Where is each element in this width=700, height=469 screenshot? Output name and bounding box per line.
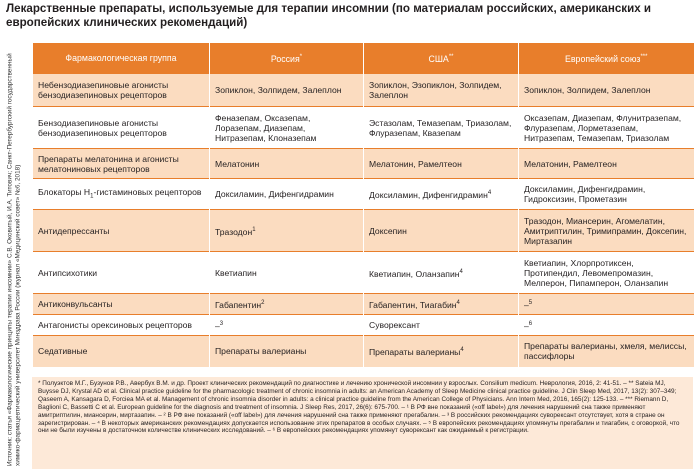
table-row — [33, 74, 694, 107]
table-header-row — [33, 43, 694, 74]
cell-usa: Доксепин — [364, 210, 519, 252]
header-group: Фармакологическая группа — [33, 43, 210, 74]
cell-group: Небензодиазепиновые агонисты бензодиазепиновых рецепторов — [33, 74, 210, 107]
cell-russia: Габапентин$^2$ — [210, 294, 364, 315]
source-sidebar — [0, 42, 28, 466]
cell-group: Антидепрессанты — [33, 210, 210, 252]
table-row — [33, 294, 694, 315]
drug-table — [32, 43, 694, 367]
cell-eu: Доксиламин, Дифенгидрамин, Гидроксизин, Прометазин — [519, 179, 694, 210]
cell-usa: Эстазолам, Темазепам, Триазолам, Флуразепам, Квазепам — [364, 107, 519, 149]
cell-russia: Кветиапин — [210, 252, 364, 294]
cell-usa: Мелатонин, Рамелтеон — [364, 149, 519, 179]
page-title: Лекарственные препараты, используемые для терапии инсомнии (по материалам российских, американских и европейских клинических рекомендаций) — [6, 2, 652, 29]
cell-eu: Кветиапин, Хлорпротиксен, Протипендил, Левомепромазин, Мелперон, Пипамперон, Оланзапин — [519, 252, 694, 294]
cell-group: Антиконвульсанты — [33, 294, 210, 315]
cell-russia: Тразодон$^1$ — [210, 210, 364, 252]
cell-group: Антагонисты орексиновых рецепторов — [33, 315, 210, 336]
cell-russia: Препараты валерианы — [210, 336, 364, 367]
cell-eu: Зопиклон, Золпидем, Залеплон — [519, 74, 694, 107]
cell-usa: Препараты валерианы$^4$ — [364, 336, 519, 367]
cell-usa: Доксиламин, Дифенгидрамин$^4$ — [364, 179, 519, 210]
cell-eu: –$^5$ — [519, 294, 694, 315]
table-row — [33, 252, 694, 294]
header-russia: Россия* — [210, 43, 364, 74]
cell-group: Антипсихотики — [33, 252, 210, 294]
cell-usa: Габапентин, Тиагабин$^4$ — [364, 294, 519, 315]
cell-russia: Мелатонин — [210, 149, 364, 179]
cell-eu: Препараты валерианы, хмеля, мелиссы, пассифлоры — [519, 336, 694, 367]
table-row — [33, 179, 694, 210]
cell-group: Седативные — [33, 336, 210, 367]
table-row — [33, 315, 694, 336]
cell-russia: –$^3$ — [210, 315, 364, 336]
table-row — [33, 107, 694, 149]
cell-group: Блокаторы $Н_1$-гистаминовых рецепторов — [33, 179, 210, 210]
table-row — [33, 149, 694, 179]
cell-eu: –$^6$ — [519, 315, 694, 336]
header-usa: США** — [364, 43, 519, 74]
cell-eu: Тразодон, Миансерин, Агомелатин, Амитриптилин, Тримипрамин, Доксепин, Миртазапин — [519, 210, 694, 252]
cell-group: Бензодиазепиновые агонисты бензодиазепиновых рецепторов — [33, 107, 210, 149]
cell-eu: Оксазепам, Диазепам, Флунитразепам, Флуразепам, Лорметазепам, Нитразепам, Темазепам, Триазолам — [519, 107, 694, 149]
footnotes: * Полуэктов М.Г., Бузунов Р.В., Авербух В.М. и др. Проект клинических рекомендаций по диагностике и лечению хронической инсомнии у взрослых. Consilium medicum. Неврология, 2016, 2: 41-51. – ** Sateia MJ, Buysse DJ, Krystal AD et al. Clinical practice guideline for the pharmacologic treatment of chronic insomnia in adults: an American Academy of Sleep Medicine clinical practice guideline. J Clin Sleep Med, 2017, 13(2): 307–349; Qaseem A, Kansagara D, Forciea MA et al. Management of chronic insomnia disorder in adults: a clinical practice guideline from the American College of Physicians. Ann Intern Med, 2016, 165(2): 125-133. – *** Riemann D, Baglioni C, Bassetti C et al. European guideline for the diagnosis and treatment of insomnia. J Sleep Res, 2017, 26(6): 675-700. – ¹ В РФ вне показаний («off label») для лечения нарушений сна также применяют амитриптилин, миансерин, миртазапин. – ² В РФ вне показаний («off label») для лечения нарушений сна также применяют прегабалин. – ³ В российских рекомендациях суворексант отсутствует, хотя в стране он зарегистрирован. – ⁴ В некоторых американских рекомендациях допускается использование этих препаратов в особых случаях. – ⁵ В европейских рекомендациях упомянуты прегабалин и тиагабин, с оговоркой, что они не были изучены в достаточном количестве клинических исследований. – ⁶ В европейских рекомендациях упомянут суворексант как ожидаемый к регистрации. — [32, 377, 693, 469]
header-eu: Европейский союз*** — [519, 43, 694, 74]
cell-russia: Зопиклон, Золпидем, Залеплон — [210, 74, 364, 107]
cell-usa: Суворексант — [364, 315, 519, 336]
cell-group: Препараты мелатонина и агонисты мелатониновых рецепторов — [33, 149, 210, 179]
cell-russia: Феназепам, Оксазепам, Лоразепам, Диазепам, Нитразепам, Клоназепам — [210, 107, 364, 149]
cell-usa: Зопиклон, Эзопиклон, Золпидем, Залеплон — [364, 74, 519, 107]
source-note: Источник: статья «Фармакологические принципы терапии инсомнии» С.В. Оковитый, И.А. Титович; Санкт-Петербургский государственный химико-фармацевтический университет Минздрава России (журнал «Медицинский совет» №6, 2018) — [6, 53, 21, 466]
cell-eu: Мелатонин, Рамелтеон — [519, 149, 694, 179]
table-row — [33, 210, 694, 252]
cell-russia: Доксиламин, Дифенгидрамин — [210, 179, 364, 210]
cell-usa: Кветиапин, Оланзапин$^4$ — [364, 252, 519, 294]
table-row — [33, 336, 694, 367]
